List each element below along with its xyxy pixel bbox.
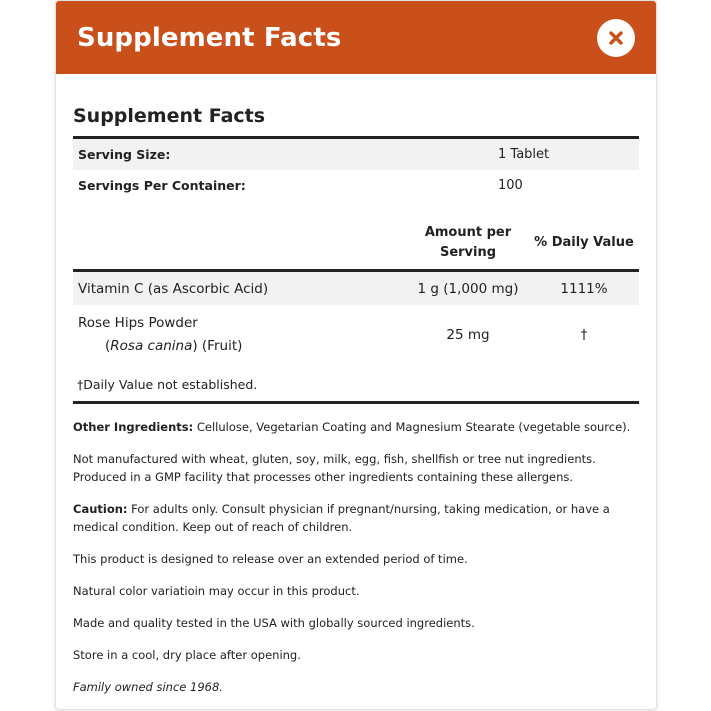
servings-per-container-value: 100 [498,178,523,193]
servings-per-container-row [73,170,639,201]
nutrient-source-open: ( [105,338,111,354]
close-button[interactable] [597,19,635,57]
nutrient-name: Rose Hips Powder [78,315,198,331]
serving-size-value: 1 Tablet [493,138,639,171]
modal-content [56,105,656,696]
daily-value-footnote: †Daily Value not established. [73,365,639,404]
amount-header-line2: Serving [439,245,497,260]
caution-statement [73,500,639,536]
family-owned-statement: Family owned since 1968. [73,680,223,694]
nutrient-daily-value: † [580,326,588,343]
nutrient-source-close: ) (Fruit) [192,338,243,354]
nutrient-species: Rosa canina [110,338,193,354]
other-ingredients-text: Cellulose, Vegetarian Coating and Magnesium Stearate (vegetable source). [193,420,631,434]
serving-table [73,136,639,201]
made-in-usa-statement: Made and quality tested in the USA with globally sourced ingredients. [73,616,475,630]
serving-size-label: Serving Size: [73,138,493,171]
nutrient-name: Vitamin C (as Ascorbic Acid) [73,271,407,306]
amount-header-line1: Amount per [424,225,512,240]
supplement-facts-modal [55,0,657,710]
nutrient-daily-value: 1111% [529,271,639,306]
other-ingredients [73,418,639,436]
nutrient-name-header [73,217,407,271]
nutrient-table [73,217,639,365]
table-row [73,271,639,306]
modal-header [56,1,656,74]
caution-text: For adults only. Consult physician if pregnant/nursing, taking medication, or have a medical condition. Keep out of reach of children. [73,502,610,534]
nutrient-name-cell [73,305,407,365]
nutrient-header-row [73,217,639,271]
caution-label: Caution: [73,502,128,516]
table-row [73,305,639,365]
release-statement: This product is designed to release over an extended period of time. [73,552,468,566]
amount-per-serving-header [407,217,529,271]
other-ingredients-label: Other Ingredients: [73,420,194,434]
product-notes [73,418,639,696]
storage-statement: Store in a cool, dry place after opening. [73,648,301,662]
modal-title: Supplement Facts [77,22,342,53]
nutrient-amount: 1 g (1,000 mg) [407,271,529,306]
close-icon [608,30,624,46]
nutrient-source [78,335,402,358]
daily-value-header: % Daily Value [534,235,634,250]
servings-per-container-label: Servings Per Container: [78,178,246,193]
facts-title: Supplement Facts [73,105,266,127]
color-statement: Natural color variatioin may occur in this product. [73,584,360,598]
nutrient-amount: 25 mg [446,326,490,343]
serving-size-row [73,138,639,171]
allergen-statement: Not manufactured with wheat, gluten, soy, milk, egg, fish, shellfish or tree nut ingredients. Produced in a GMP facility that processes other ingredients containing these allergens. [73,452,596,484]
